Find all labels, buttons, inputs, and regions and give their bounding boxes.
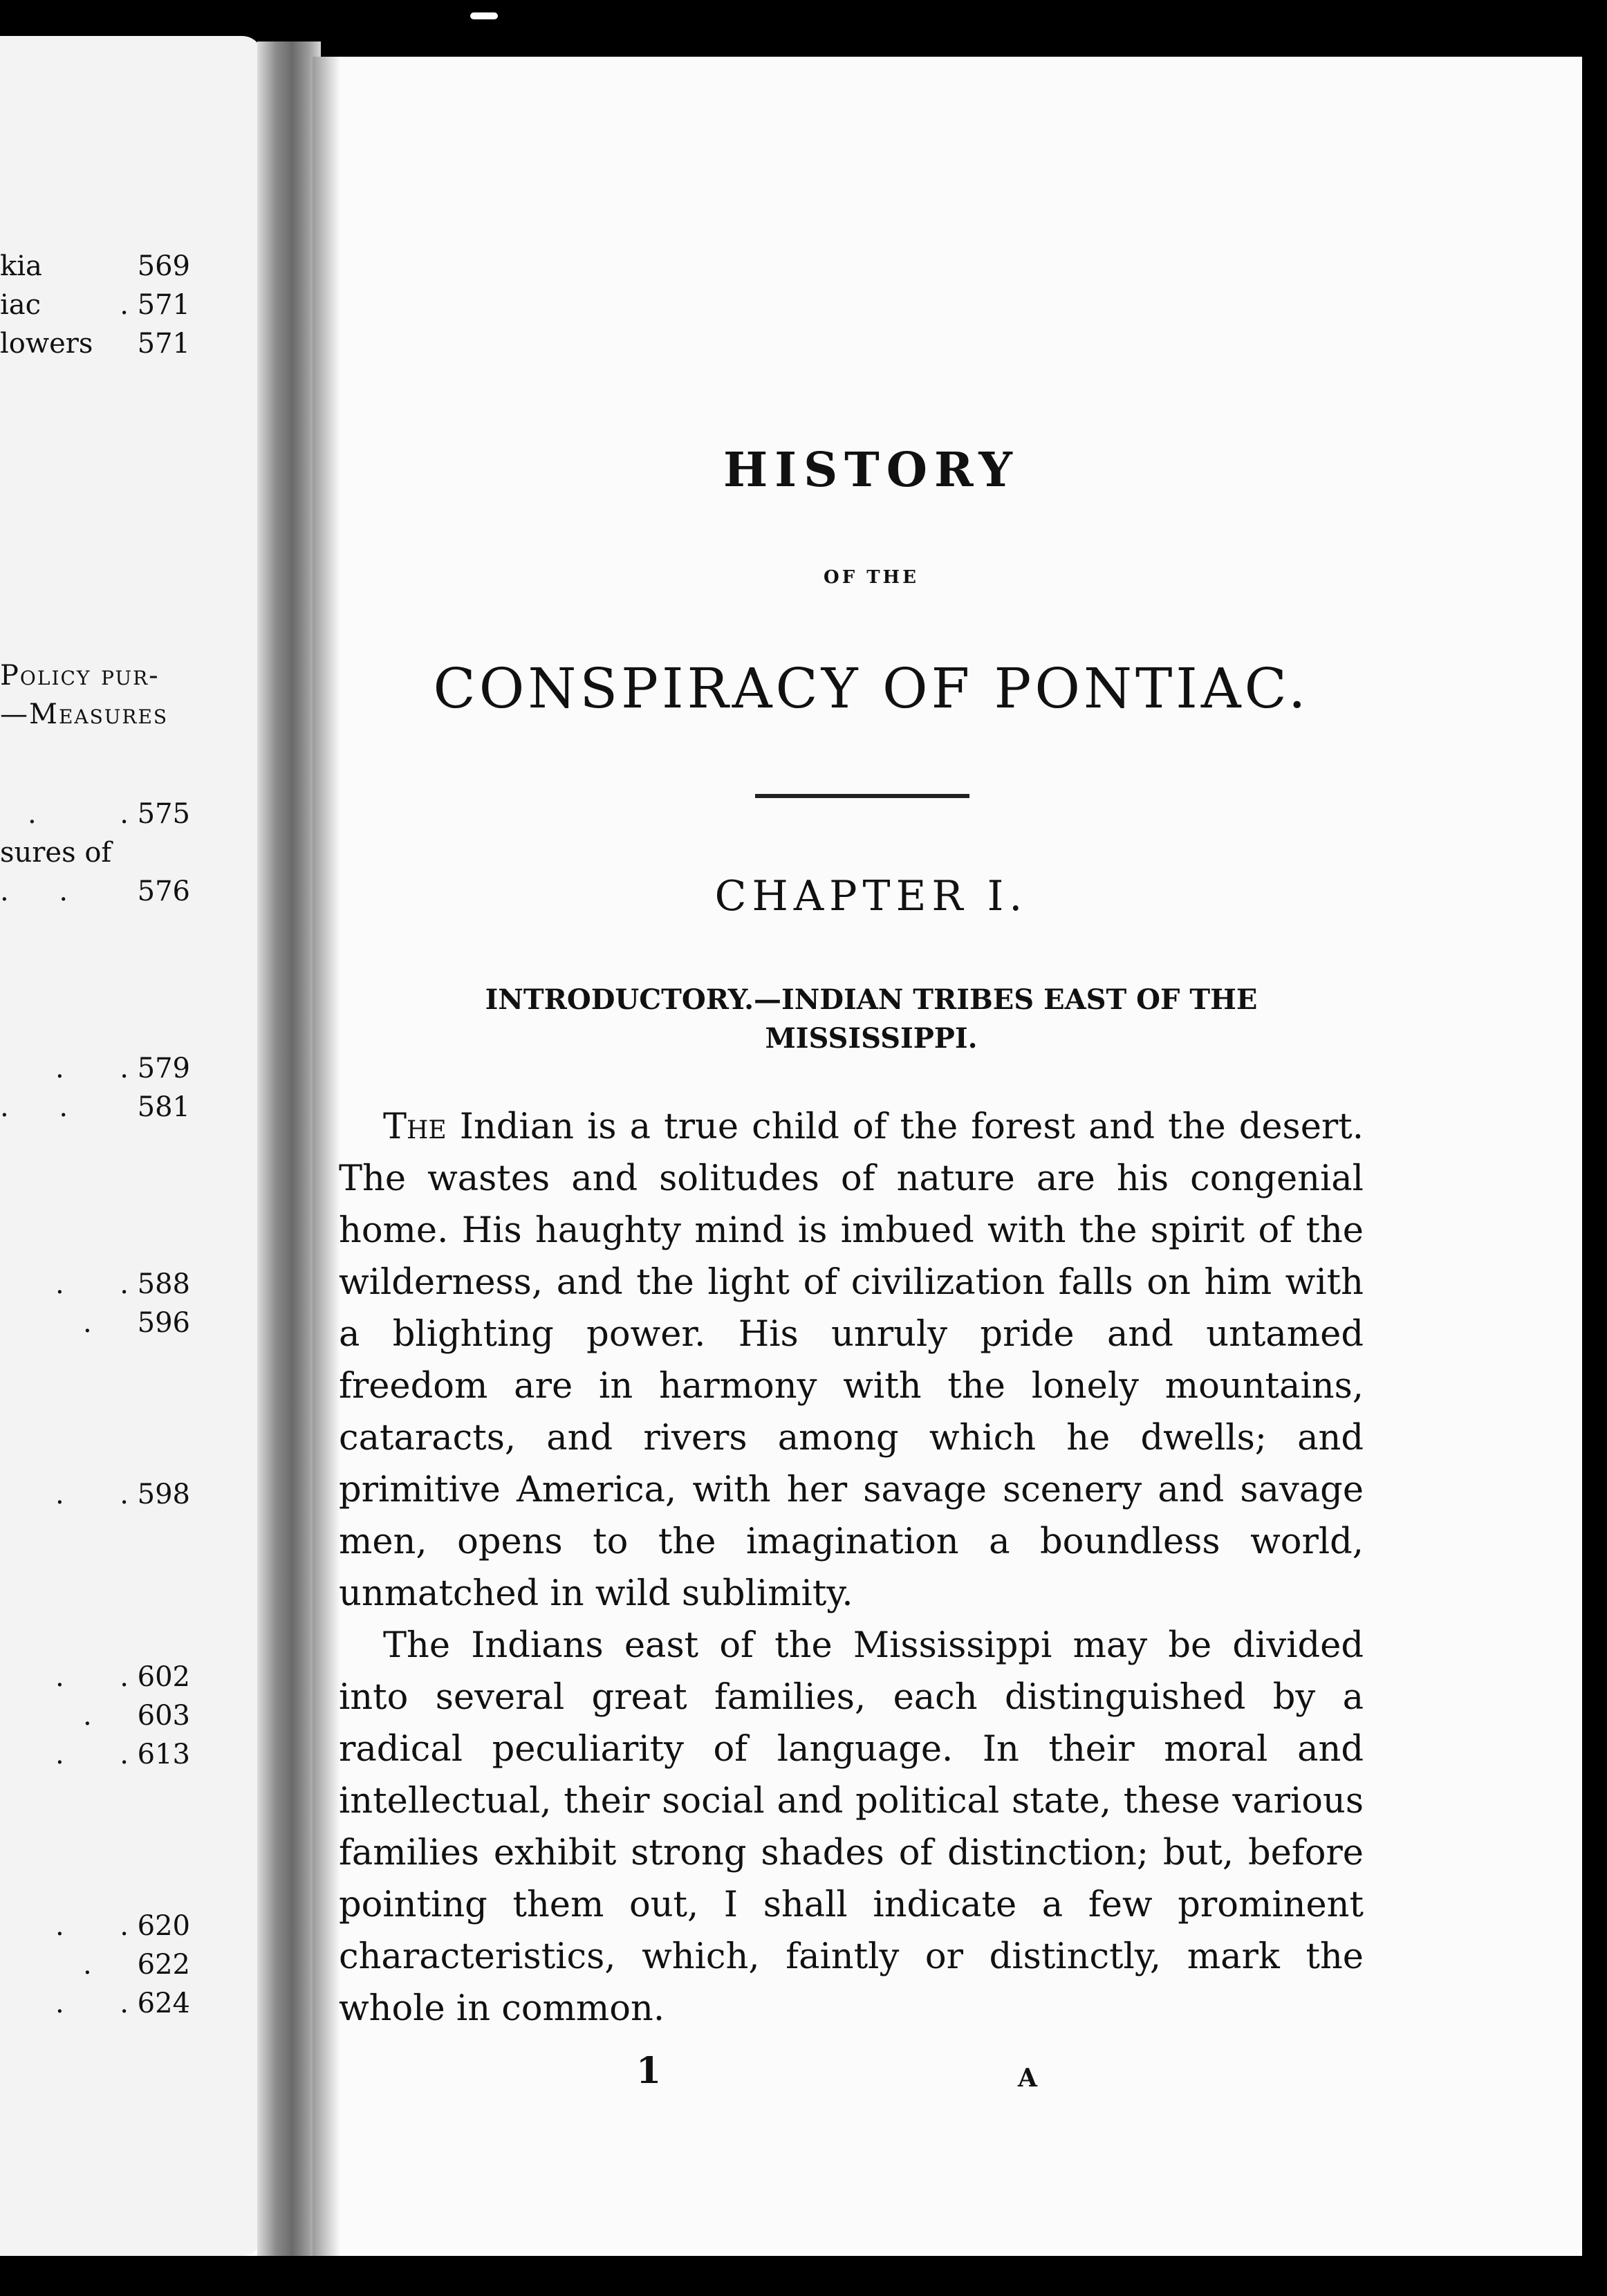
toc-line [0,288,190,322]
book-gutter [257,41,321,2261]
toc-line [0,658,190,693]
toc-leader-dots: . [55,1988,85,2019]
title-history: HISTORY [723,443,1019,498]
toc-entry-text: iac [0,289,41,321]
scan-fleck [470,12,498,19]
gutter-shadow [313,57,340,2256]
paragraph-1-lead: The [383,1107,447,1147]
toc-page-number: . 579 [120,1053,190,1084]
toc-entry-text: lowers [0,328,93,360]
toc-line [0,874,190,909]
toc-entry-text: —Measures [0,698,169,730]
toc-leader-dots: . [28,798,57,830]
toc-page-number: 622 [137,1949,190,1981]
toc-leader-dots: . . [0,1091,89,1123]
toc-line [0,697,190,732]
toc-page-number: 581 [137,1091,190,1123]
body-text [339,1101,1364,2035]
toc-line [0,249,190,284]
toc-line [0,835,190,870]
toc-leader-dots: . [55,1661,85,1693]
toc-page-number: 576 [137,876,190,907]
toc-leader-dots: . [55,1053,85,1084]
toc-entry-text: Policy pur- [0,660,160,692]
page-number: 1 [636,2050,662,2092]
toc-page-number: . 575 [120,798,190,830]
toc-page-number: 569 [137,250,190,282]
toc-line [0,1986,190,2021]
toc-line [0,1947,190,1982]
toc-line [0,1051,190,1086]
toc-line [0,1909,190,1943]
toc-page-number: . 598 [120,1479,190,1510]
toc-page-number: 596 [137,1307,190,1339]
toc-page-number: . 613 [120,1739,190,1770]
toc-line [0,1477,190,1512]
toc-leader-dots: . [83,1307,113,1339]
toc-leader-dots: . [55,1910,85,1942]
toc-page-number: . 571 [120,289,190,321]
toc-leader-dots: . . [0,876,89,907]
toc-leader-dots: . [83,1700,113,1732]
toc-leader-dots: . [55,1739,85,1770]
paragraph-1-text: Indian is a true child of the forest and the desert. The wastes and solitudes of nature are his congenial home. His haughty mind is imbued with the spirit of the wilderness, and the light of civilization falls on him with a blighting power. His unruly pride and untamed freedom are in harmony with the lonely mountains, cataracts, and rivers among which he dwells; and primitive America, with her savage scenery and savage men, opens to the imagination a boundless world, unmatched in wild sublimity. [339,1107,1364,1614]
toc-line [0,797,190,831]
toc-line [0,1090,190,1124]
toc-line [0,1267,190,1302]
title-of-the: OF THE [824,567,919,588]
signature-mark: A [1018,2064,1037,2093]
toc-page-number: . 624 [120,1988,190,2019]
toc-line [0,1306,190,1340]
chapter-subtitle-text: INTRODUCTORY.—INDIAN TRIBES EAST OF THE MISSISSIPPI. [485,983,1258,1055]
toc-line [0,1698,190,1733]
toc-line [0,1660,190,1694]
title-rule [755,794,969,798]
scan-border-right [1582,0,1607,2296]
toc-entry-text: kia [0,250,42,282]
toc-leader-dots: . [83,1949,113,1981]
toc-page-number: 603 [137,1700,190,1732]
paragraph-1 [339,1101,1364,1620]
chapter-subtitle [346,981,1397,1058]
toc-page-number: . 588 [120,1268,190,1300]
toc-page-number: 571 [137,328,190,360]
toc-line [0,326,190,361]
chapter-heading: CHAPTER I. [714,872,1028,920]
scan-border-bottom [0,2256,1607,2296]
toc-line [0,1737,190,1772]
toc-entry-text: sures of [0,837,112,869]
book-title: CONSPIRACY OF PONTIAC. [433,656,1310,721]
toc-leader-dots: . [55,1479,85,1510]
toc-page-number: . 620 [120,1910,190,1942]
toc-leader-dots: . [55,1268,85,1300]
paragraph-2: The Indians east of the Mississippi may be divided into several great families, each distinguished by a radical peculiarity of language. In their moral and intellectual, their social and political state, these various families exhibit strong shades of distinction; but, before pointing them out, I shall indicate a few prominent characteristics, which, faintly or distinctly, mark the whole in common. [339,1625,1364,2029]
toc-page-number: . 602 [120,1661,190,1693]
